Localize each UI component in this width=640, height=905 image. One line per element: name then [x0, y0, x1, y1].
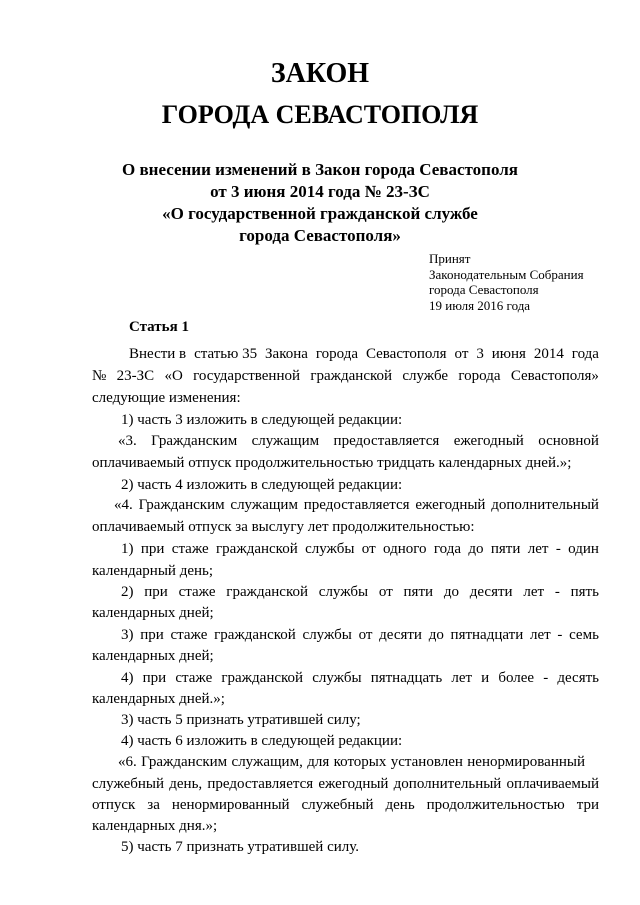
body-line: календарный день;: [92, 563, 214, 579]
word: десять: [557, 670, 599, 686]
word: 2014: [533, 346, 564, 362]
body-line: [114, 497, 599, 514]
word: стаже: [170, 627, 208, 643]
word: от: [454, 346, 469, 362]
word: лет: [451, 670, 473, 686]
word: 1): [121, 541, 134, 557]
word: службе: [402, 368, 449, 384]
body-line: календарных дней;: [92, 605, 214, 621]
word: продолжительностью: [426, 797, 565, 813]
word: Гражданским: [141, 754, 228, 770]
word: «6.: [118, 754, 137, 770]
word: Закона: [265, 346, 308, 362]
word: семь: [569, 627, 599, 643]
word: до: [443, 584, 459, 600]
word: и: [481, 670, 490, 686]
word: десяти: [469, 584, 513, 600]
word: установлен: [390, 754, 463, 770]
word: до: [428, 627, 444, 643]
word: служебный: [301, 797, 374, 813]
word: пять: [570, 584, 599, 600]
word: ежегодный: [415, 497, 486, 513]
word: службы: [318, 584, 369, 600]
word: лет: [529, 627, 551, 643]
word: службы: [305, 541, 355, 557]
word: при: [142, 670, 167, 686]
word: города: [458, 368, 501, 384]
word: -: [557, 627, 563, 643]
body-line: следующие изменения:: [92, 390, 241, 406]
word: дополнительный: [393, 776, 502, 792]
word: гражданской: [214, 627, 296, 643]
word: пяти: [490, 541, 521, 557]
body-line: [121, 584, 599, 601]
word: служебный: [92, 776, 165, 792]
word: службы: [302, 627, 352, 643]
subtitle-line: от 3 июня 2014 года № 23-ЗС: [210, 182, 430, 201]
word: дополнительный: [491, 497, 599, 513]
word: стаже: [175, 670, 213, 686]
word: три: [576, 797, 599, 813]
word: ежегодный: [453, 433, 524, 449]
body-line: 3) часть 5 признать утратившей силу;: [121, 712, 361, 728]
word: Гражданским: [151, 433, 238, 449]
word: гражданской: [221, 670, 304, 686]
body-line: [121, 670, 599, 687]
word: служащим,: [231, 754, 303, 770]
word: «3.: [118, 433, 137, 449]
word: от: [378, 584, 393, 600]
word: Внести в: [129, 346, 187, 362]
word: до: [468, 541, 484, 557]
adoption-line: Принят: [429, 251, 471, 266]
word: день,: [169, 776, 203, 792]
word: «4.: [114, 497, 133, 513]
body-line: оплачиваемый отпуск продолжительностью тридцать календарных дней.»;: [92, 455, 572, 471]
word: стаже: [178, 584, 216, 600]
word: лет: [523, 584, 545, 600]
word: Севастополя»: [510, 368, 599, 384]
word: отпуск: [92, 797, 136, 813]
word: -: [554, 584, 560, 600]
law-city-heading: ГОРОДА СЕВАСТОПОЛЯ: [161, 100, 479, 129]
body-line: [121, 627, 599, 644]
law-subtitle: [0, 159, 640, 247]
word: которых: [333, 754, 387, 770]
word: предоставляется: [303, 497, 410, 513]
adoption-line: Законодательным Собрания: [429, 266, 584, 282]
word: государственной: [193, 368, 301, 384]
word: от: [358, 627, 373, 643]
word: 2): [121, 584, 134, 600]
body-line: календарных дня.»;: [92, 818, 218, 834]
word: года: [571, 346, 599, 362]
word: №: [92, 368, 107, 384]
body-line: 5) часть 7 признать утратившей силу.: [121, 839, 360, 855]
word: гражданской: [216, 541, 298, 557]
word: гражданской: [310, 368, 393, 384]
body-line: [92, 797, 599, 814]
word: основной: [538, 433, 599, 449]
body-line: [121, 541, 599, 558]
word: за: [147, 797, 160, 813]
word: 3): [121, 627, 134, 643]
word: лет: [527, 541, 549, 557]
word: для: [307, 754, 330, 770]
adoption-line: города Севастополя: [429, 282, 539, 297]
word: одного: [383, 541, 427, 557]
adoption-date: 19 июля 2016 года: [429, 297, 531, 313]
word: предоставляется: [333, 433, 440, 449]
body-line: [129, 346, 599, 363]
word: -: [555, 541, 561, 557]
word: десяти: [379, 627, 422, 643]
word: служащим: [251, 433, 320, 449]
word: статью 35: [194, 346, 258, 362]
subtitle-line: О внесении изменений в Закон города Севастополя: [122, 160, 518, 179]
word: при: [140, 541, 165, 557]
word: пятнадцать: [370, 670, 443, 686]
article-title: Статья 1: [129, 319, 189, 335]
word: стаже: [171, 541, 209, 557]
word: служащим: [230, 497, 298, 513]
body-line: 1) часть 3 изложить в следующей редакции:: [121, 412, 403, 428]
word: гражданской: [226, 584, 308, 600]
word: ненормированный: [467, 754, 585, 770]
word: пятнадцати: [450, 627, 524, 643]
word: при: [144, 584, 168, 600]
body-line: 4) часть 6 изложить в следующей редакции:: [121, 733, 403, 749]
word: предоставляется: [207, 776, 314, 792]
word: более: [498, 670, 535, 686]
body-line: [118, 754, 585, 771]
subtitle-line: «О государственной гражданской службе: [162, 204, 478, 223]
word: «О: [164, 368, 183, 384]
body-line: календарных дней;: [92, 648, 214, 664]
body-line: [92, 776, 599, 793]
body-line: оплачиваемый отпуск за выслугу лет продолжительностью:: [92, 519, 475, 535]
body-line: [92, 368, 599, 385]
body-line: календарных дней.»;: [92, 691, 225, 707]
body-line: 2) часть 4 изложить в следующей редакции:: [121, 477, 403, 493]
law-heading: ЗАКОН: [270, 58, 370, 89]
word: ежегодный: [318, 776, 389, 792]
body-line: [118, 433, 599, 450]
word: от: [361, 541, 376, 557]
subtitle-line: города Севастополя»: [239, 226, 401, 245]
word: города: [315, 346, 359, 362]
word: день: [385, 797, 415, 813]
word: Гражданским: [138, 497, 225, 513]
word: 3: [476, 346, 484, 362]
word: пяти: [403, 584, 434, 600]
word: оплачиваемый: [506, 776, 599, 792]
word: при: [140, 627, 164, 643]
word: года: [433, 541, 462, 557]
word: один: [568, 541, 599, 557]
word: 23-ЗС: [116, 368, 155, 384]
word: июня: [491, 346, 526, 362]
word: ненормированный: [171, 797, 290, 813]
word: службы: [312, 670, 362, 686]
adoption-note: [429, 251, 584, 313]
word: Севастополя: [365, 346, 447, 362]
word: 4): [121, 670, 134, 686]
word: -: [543, 670, 549, 686]
